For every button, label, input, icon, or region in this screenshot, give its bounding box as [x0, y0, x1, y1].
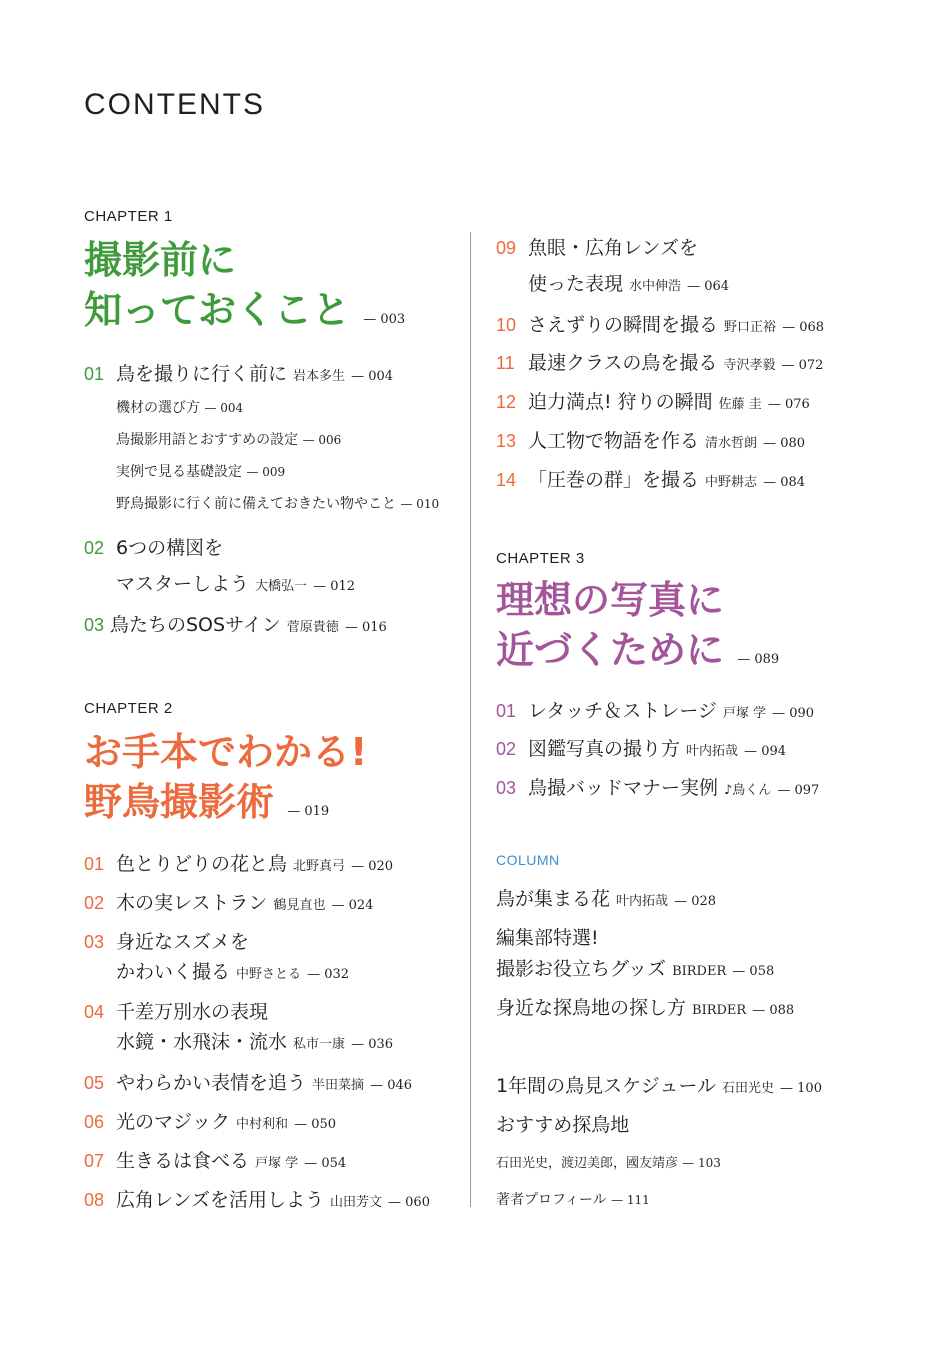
entry-page: — 054	[304, 1156, 347, 1171]
entry-title: マスターしよう	[116, 573, 250, 595]
chapter-1-title-line1: 撮影前に	[84, 238, 237, 282]
chapter-2-page: — 019	[287, 804, 330, 819]
entry-author: BIRDER	[692, 1003, 747, 1018]
sub-title: 鳥撮影用語とおすすめの設定	[116, 432, 299, 448]
entry-author: 戸塚 学	[722, 706, 767, 721]
entry-number: 02	[496, 739, 517, 759]
entry-title: 図鑑写真の撮り方	[528, 738, 681, 760]
entry-title: レタッチ＆ストレージ	[528, 700, 717, 722]
toc-sub-entry[interactable]	[84, 462, 285, 482]
entry-author: 佐藤 圭	[718, 397, 762, 412]
entry-page: — 046	[370, 1078, 413, 1093]
toc-entry[interactable]	[84, 611, 387, 642]
toc-entry[interactable]	[84, 850, 393, 881]
entry-author: 中野耕志	[705, 475, 758, 490]
sub-title: 実例で見る基礎設定	[116, 464, 242, 480]
toc-entry[interactable]	[496, 427, 805, 458]
chapter-1-label: CHAPTER 1	[84, 208, 173, 225]
toc-entry[interactable]	[84, 534, 223, 562]
entry-title: 鳥を撮りに行く前に	[116, 363, 288, 385]
entry-title: 木の実レストラン	[116, 892, 268, 914]
spots-authors	[496, 1153, 721, 1174]
entry-number: 03	[84, 932, 105, 952]
chapter-3-title-line2	[496, 624, 779, 686]
toc-entry-continued[interactable]	[84, 958, 349, 989]
entry-page: — 103	[682, 1156, 721, 1170]
entry-title: 使った表現	[528, 273, 624, 295]
chapter-2-title-text: 野鳥撮影術	[84, 780, 275, 824]
entry-author: 菅原貴徳	[286, 620, 339, 635]
entry-title: さえずりの瞬間を撮る	[528, 314, 719, 336]
entry-title: 6つの構図を	[116, 537, 224, 559]
entry-title: かわいく撮る	[116, 961, 231, 983]
toc-sub-entry[interactable]	[84, 398, 243, 418]
entry-page: — 036	[351, 1037, 394, 1052]
toc-entry-continued[interactable]	[84, 570, 355, 601]
chapter-3-label: CHAPTER 3	[496, 550, 585, 567]
entry-number: 03	[84, 615, 105, 635]
entry-page: — 012	[313, 579, 356, 594]
entry-number: 06	[84, 1112, 105, 1132]
entry-number: 03	[496, 778, 517, 798]
entry-number: 07	[84, 1151, 105, 1171]
entry-title: 生きるは食べる	[116, 1150, 250, 1172]
entry-author: 中村利和	[236, 1117, 289, 1132]
sub-page: — 004	[204, 401, 244, 415]
entry-page: — 028	[674, 894, 717, 909]
entry-author: 北野真弓	[293, 859, 346, 874]
column-entry[interactable]	[496, 994, 794, 1025]
entry-number: 05	[84, 1073, 105, 1093]
entry-page: — 090	[772, 706, 815, 721]
entry-title: 著者プロフィール	[496, 1192, 607, 1208]
entry-title: 迫力満点! 狩りの瞬間	[528, 391, 713, 413]
entry-number: 14	[496, 470, 517, 490]
entry-page: — 024	[331, 898, 374, 913]
entry-number: 01	[84, 364, 105, 384]
entry-author: 水中伸浩	[629, 279, 682, 294]
entry-title: 広角レンズを活用しよう	[116, 1189, 324, 1211]
profile-entry[interactable]	[496, 1190, 650, 1210]
entry-author: 野口正裕	[724, 320, 777, 335]
entry-page: — 058	[732, 964, 775, 979]
entry-page: — 004	[351, 369, 394, 384]
entry-title: おすすめ探鳥地	[496, 1114, 630, 1136]
entry-title: 1年間の鳥見スケジュール	[496, 1075, 716, 1097]
entry-author: 鶴見直也	[273, 898, 326, 913]
toc-entry[interactable]	[496, 735, 786, 766]
entry-title: 身近なスズメを	[116, 931, 250, 953]
entry-author: 叶内拓哉	[686, 744, 739, 759]
entry-page: — 068	[782, 320, 825, 335]
entry-title: 鳥撮バッドマナー実例	[528, 777, 719, 799]
entry-title: 水鏡・水飛沫・流水	[116, 1031, 288, 1053]
entry-number: 04	[84, 1002, 105, 1022]
entry-page: — 088	[752, 1003, 795, 1018]
chapter-2-label: CHAPTER 2	[84, 700, 173, 717]
entry-author: 清水哲朗	[705, 436, 758, 451]
chapter-1-page: — 003	[363, 312, 406, 327]
chapter-1-title-line2	[84, 284, 405, 346]
toc-entry[interactable]	[84, 889, 373, 920]
toc-entry[interactable]	[84, 1108, 336, 1139]
chapter-1-title-text: 知っておくこと	[84, 288, 351, 332]
entry-number: 02	[84, 538, 105, 558]
entry-number: 12	[496, 392, 517, 412]
toc-entry-continued[interactable]	[496, 270, 729, 301]
entry-author: 半田菜摘	[312, 1078, 365, 1093]
entry-author: 戸塚 学	[255, 1156, 299, 1171]
entry-title: 撮影お役立ちグッズ	[496, 958, 667, 980]
entry-title: 「圧巻の群」を撮る	[528, 469, 700, 491]
toc-entry[interactable]	[84, 1186, 430, 1217]
toc-entry[interactable]	[496, 466, 805, 497]
column-entry-continued[interactable]	[496, 955, 774, 986]
entry-page: — 076	[767, 397, 810, 412]
chapter-2-title-line2	[84, 776, 329, 838]
sub-title: 野鳥撮影に行く前に備えておきたい物やこと	[116, 496, 396, 512]
entry-title: やわらかい表情を追う	[116, 1072, 307, 1094]
entry-number: 01	[496, 701, 517, 721]
toc-entry-continued[interactable]	[84, 1028, 393, 1059]
entry-number: 01	[84, 854, 105, 874]
entry-page: — 072	[781, 358, 824, 373]
entry-page: — 111	[611, 1193, 650, 1207]
column-entry[interactable]	[496, 924, 599, 952]
entry-author: 岩本多生	[293, 369, 346, 384]
entry-title: 人工物で物語を作る	[528, 430, 700, 452]
entry-author: 私市一康	[293, 1037, 346, 1052]
entry-page: — 094	[744, 744, 787, 759]
entry-page: — 100	[780, 1081, 822, 1096]
entry-number: 08	[84, 1190, 105, 1210]
entry-title: 最速クラスの鳥を撮る	[528, 352, 718, 374]
entry-title: 魚眼・広角レンズを	[528, 237, 698, 259]
entry-title: 色とりどりの花と鳥	[116, 853, 288, 875]
entry-title: 身近な探鳥地の探し方	[496, 997, 687, 1019]
toc-entry[interactable]	[496, 774, 819, 805]
sub-page: — 010	[400, 497, 440, 511]
toc-entry[interactable]	[496, 349, 823, 380]
entry-number: 09	[496, 238, 517, 258]
toc-entry[interactable]	[496, 697, 814, 728]
toc-entry[interactable]	[84, 360, 393, 391]
contents-title: CONTENTS	[84, 88, 265, 121]
chapter-3-title-text: 近づくために	[496, 628, 725, 672]
entry-page: — 016	[344, 620, 387, 635]
entry-author: BIRDER	[672, 964, 727, 979]
entry-title: 鳥が集まる花	[496, 888, 611, 910]
sub-page: — 006	[302, 433, 342, 447]
toc-entry[interactable]	[84, 1069, 412, 1100]
toc-entry[interactable]	[496, 234, 698, 262]
toc-sub-entry[interactable]	[84, 494, 439, 514]
entry-number: 13	[496, 431, 517, 451]
entry-author: 寺沢孝毅	[723, 358, 776, 373]
column-label: COLUMN	[496, 852, 560, 868]
entry-author: 叶内拓哉	[616, 894, 669, 909]
entry-title: 編集部特選!	[496, 927, 599, 949]
sub-title: 機材の選び方	[116, 400, 200, 416]
entry-title: 千差万別水の表現	[116, 1001, 269, 1023]
entry-number: 10	[496, 315, 517, 335]
entry-number: 11	[496, 353, 515, 373]
column-entry[interactable]	[496, 885, 716, 916]
chapter-2-title-line1: お手本でわかる!	[84, 730, 368, 774]
chapter-3-page: — 089	[737, 652, 780, 667]
sub-page: — 009	[246, 465, 286, 479]
entry-title: 鳥たちのSOSサイン	[110, 614, 281, 636]
column-divider	[470, 232, 471, 1207]
entry-title: 光のマジック	[116, 1111, 231, 1133]
toc-entry[interactable]	[84, 998, 268, 1026]
entry-page: — 020	[351, 859, 394, 874]
entry-author: 石田光史，渡辺美郎，國友靖彦	[496, 1156, 679, 1171]
entry-author: 大橋弘一	[255, 579, 308, 594]
entry-author: 山田芳文	[329, 1195, 382, 1210]
entry-author: ♪鳥くん	[724, 783, 772, 798]
schedule-entry[interactable]	[496, 1072, 822, 1103]
entry-page: — 032	[307, 967, 350, 982]
entry-page: — 060	[388, 1195, 430, 1210]
entry-author: 中野さとる	[236, 967, 302, 982]
toc-entry[interactable]	[84, 1147, 346, 1178]
toc-sub-entry[interactable]	[84, 430, 341, 450]
entry-author: 石田光史	[721, 1081, 774, 1096]
toc-entry[interactable]	[84, 928, 249, 956]
entry-page: — 080	[763, 436, 806, 451]
entry-page: — 064	[687, 279, 730, 294]
chapter-3-title-line1: 理想の写真に	[496, 578, 725, 622]
entry-page: — 084	[763, 475, 806, 490]
toc-entry[interactable]	[496, 311, 824, 342]
spots-entry[interactable]	[496, 1111, 629, 1139]
entry-page: — 050	[294, 1117, 337, 1132]
entry-number: 02	[84, 893, 105, 913]
entry-page: — 097	[777, 783, 820, 798]
toc-entry[interactable]	[496, 388, 810, 419]
